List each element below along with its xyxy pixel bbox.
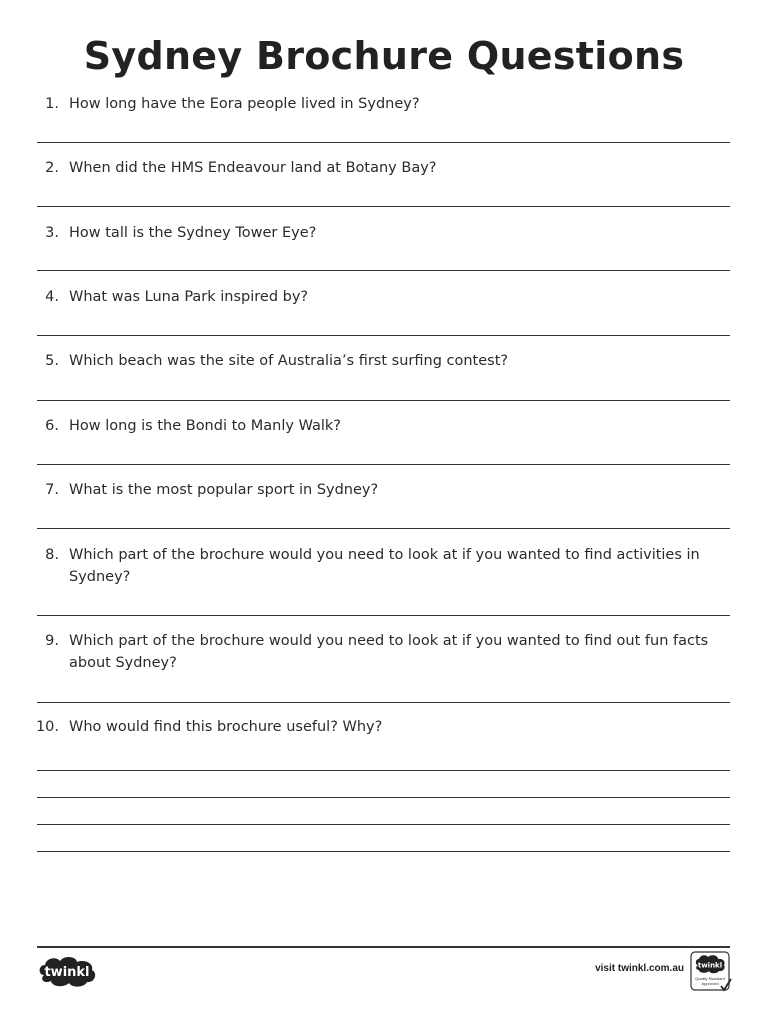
svg-text:Quality Standard: Quality Standard (695, 976, 725, 981)
quality-standard-badge (690, 951, 732, 993)
question-number: 8. (45, 547, 59, 563)
footer-divider (37, 946, 730, 948)
answer-line[interactable] (37, 797, 730, 798)
question-number: 5. (45, 353, 59, 369)
question-text: Which part of the brochure would you need to look at if you wanted to find activities in Sydney? (69, 547, 700, 585)
twinkl-logo (36, 953, 98, 989)
question-number: 7. (45, 482, 59, 498)
question-text: How long is the Bondi to Manly Walk? (69, 418, 341, 434)
question-text: Which part of the brochure would you need to look at if you wanted to find out fun facts about Sydney? (69, 633, 709, 671)
answer-line[interactable] (37, 464, 730, 465)
answer-line[interactable] (37, 851, 730, 852)
answer-line[interactable] (37, 270, 730, 271)
answer-line[interactable] (37, 528, 730, 529)
question-text: Which beach was the site of Australia’s first surfing contest? (69, 353, 509, 369)
svg-text:twinkl: twinkl (44, 965, 90, 980)
answer-line[interactable] (37, 206, 730, 207)
page-title: Sydney Brochure Questions (83, 34, 685, 78)
question-number: 1. (45, 96, 59, 112)
question-text: What is the most popular sport in Sydney? (69, 482, 379, 498)
svg-text:Approved: Approved (701, 981, 719, 986)
answer-line[interactable] (37, 824, 730, 825)
question-number: 6. (45, 418, 59, 434)
question-text: What was Luna Park inspired by? (69, 289, 309, 305)
answer-line[interactable] (37, 400, 730, 401)
answer-line[interactable] (37, 335, 730, 336)
question-number: 4. (45, 289, 59, 305)
question-text: How long have the Eora people lived in Sydney? (69, 96, 420, 112)
answer-line[interactable] (37, 702, 730, 703)
svg-text:twinkl: twinkl (697, 961, 723, 970)
question-number: 3. (45, 225, 59, 241)
question-number: 10. (35, 719, 59, 735)
answer-line[interactable] (37, 142, 730, 143)
answer-line[interactable] (37, 770, 730, 771)
answer-line[interactable] (37, 615, 730, 616)
question-text: How tall is the Sydney Tower Eye? (69, 225, 317, 241)
question-number: 9. (45, 633, 59, 649)
question-text: Who would find this brochure useful? Why? (69, 719, 383, 735)
question-text: When did the HMS Endeavour land at Botany Bay? (69, 160, 437, 176)
visit-website-link[interactable]: visit twinkl.com.au (595, 963, 684, 974)
question-number: 2. (45, 160, 59, 176)
